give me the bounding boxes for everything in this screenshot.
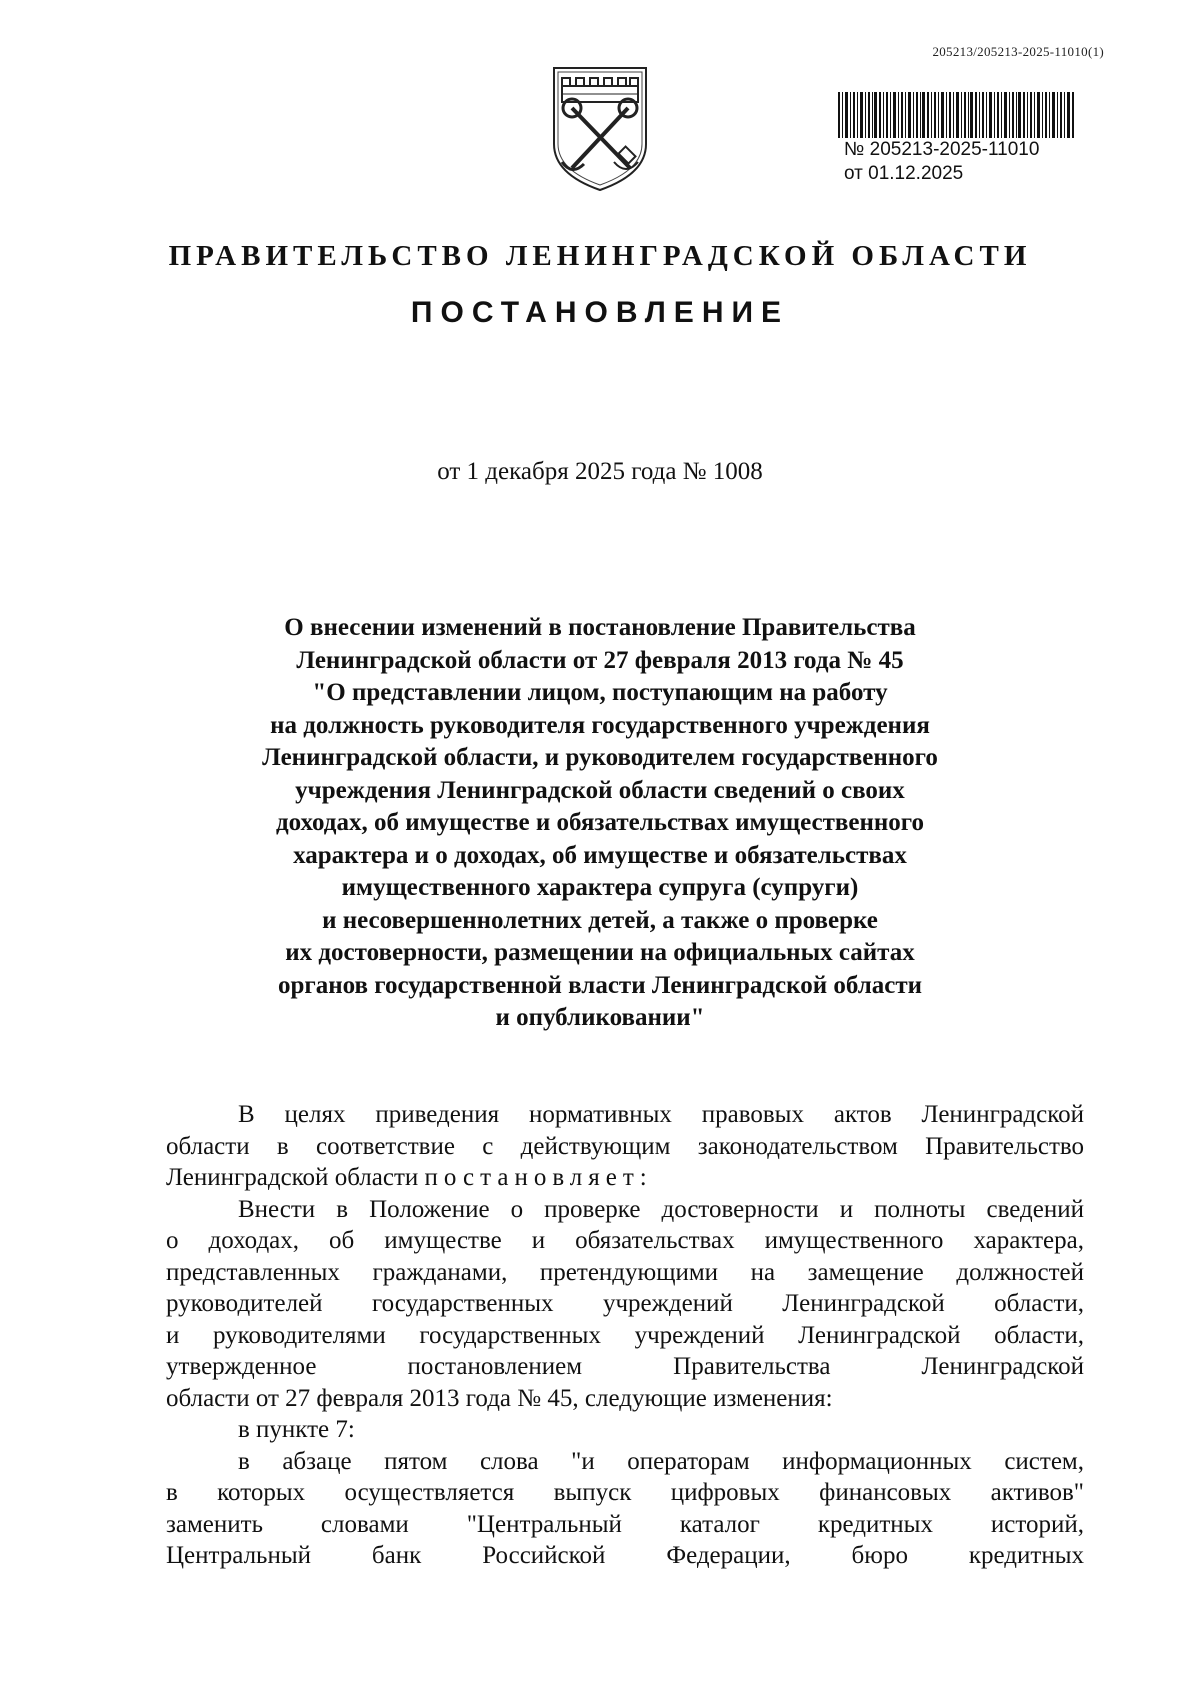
body-line: области в соответствие с действующим законодательством Правительство (166, 1132, 1084, 1160)
coat-of-arms-icon (548, 64, 652, 194)
subject-line: "О представлении лицом, поступающим на работу (312, 679, 888, 706)
barcode-icon (838, 92, 1076, 138)
body-text-fragment: Ленинградской области (166, 1164, 425, 1191)
body-line: и руководителями государственных учреждений Ленинградской области, (166, 1321, 1084, 1349)
subject-line: Ленинградской области, и руководителем государственного (262, 744, 938, 771)
registration-number: № 205213-2025-11010 (844, 139, 1040, 160)
body-line (166, 1162, 1084, 1194)
subject-line: на должность руководителя государственного учреждения (270, 711, 930, 739)
subject-line: имущественного характера супруга (супруги) (341, 874, 859, 901)
document-date-number: от 1 декабря 2025 года № 1008 (437, 458, 763, 485)
subject-line: их достоверности, размещении на официальных сайтах (285, 939, 915, 966)
body-line: в которых осуществляется выпуск цифровых финансовых активов" (166, 1479, 1084, 1506)
body-line: области от 27 февраля 2013 года № 45, следующие изменения: (166, 1384, 833, 1412)
subject-line: учреждения Ленинградской области сведений о своих (295, 776, 905, 804)
government-title: ПРАВИТЕЛЬСТВО ЛЕНИНГРАДСКОЙ ОБЛАСТИ (168, 240, 1032, 272)
body-line: о доходах, об имуществе и обязательствах имущественного характера, (166, 1227, 1084, 1254)
body-line: В целях приведения нормативных правовых актов Ленинградской (238, 1101, 1084, 1128)
resolution-keyword: постановляет: (424, 1164, 653, 1191)
body-line: Внести в Положение о проверке достоверности и полноты сведений (238, 1195, 1084, 1223)
subject-line: органов государственной власти Ленинградской области (277, 971, 923, 999)
registration-block (838, 92, 1078, 186)
registration-date: от 01.12.2025 (844, 163, 964, 184)
body-line: руководителей государственных учреждений Ленинградской области, (166, 1290, 1084, 1317)
subject-line: Ленинградской области от 27 февраля 2013 года № 45 (296, 646, 904, 674)
body-line: Центральный банк Российской Федерации, бюро кредитных (166, 1542, 1084, 1569)
subject-line: и несовершеннолетних детей, а также о проверке (322, 906, 878, 934)
subject-line: доходах, об имуществе и обязательствах имущественного (275, 809, 925, 836)
body-line: утвержденное постановлением Правительства Ленинградской (166, 1353, 1084, 1380)
body-line: в пункте 7: (238, 1416, 355, 1443)
document-type: ПОСТАНОВЛЕНИЕ (410, 296, 790, 329)
body-line: представленных гражданами, претендующими на замещение должностей (166, 1258, 1084, 1286)
subject-line: О внесении изменений в постановление Правительства (284, 614, 916, 641)
subject-line: характера и о доходах, об имуществе и обязательствах (293, 841, 907, 869)
document-id: 205213/205213-2025-11010(1) (932, 44, 1104, 59)
body-line: заменить словами "Центральный каталог кредитных историй, (166, 1510, 1084, 1538)
subject-line: и опубликовании" (495, 1004, 705, 1031)
document-body (166, 1099, 1084, 1572)
document-subject (200, 612, 1000, 1035)
body-line: в абзаце пятом слова "и операторам информационных систем, (238, 1447, 1084, 1475)
